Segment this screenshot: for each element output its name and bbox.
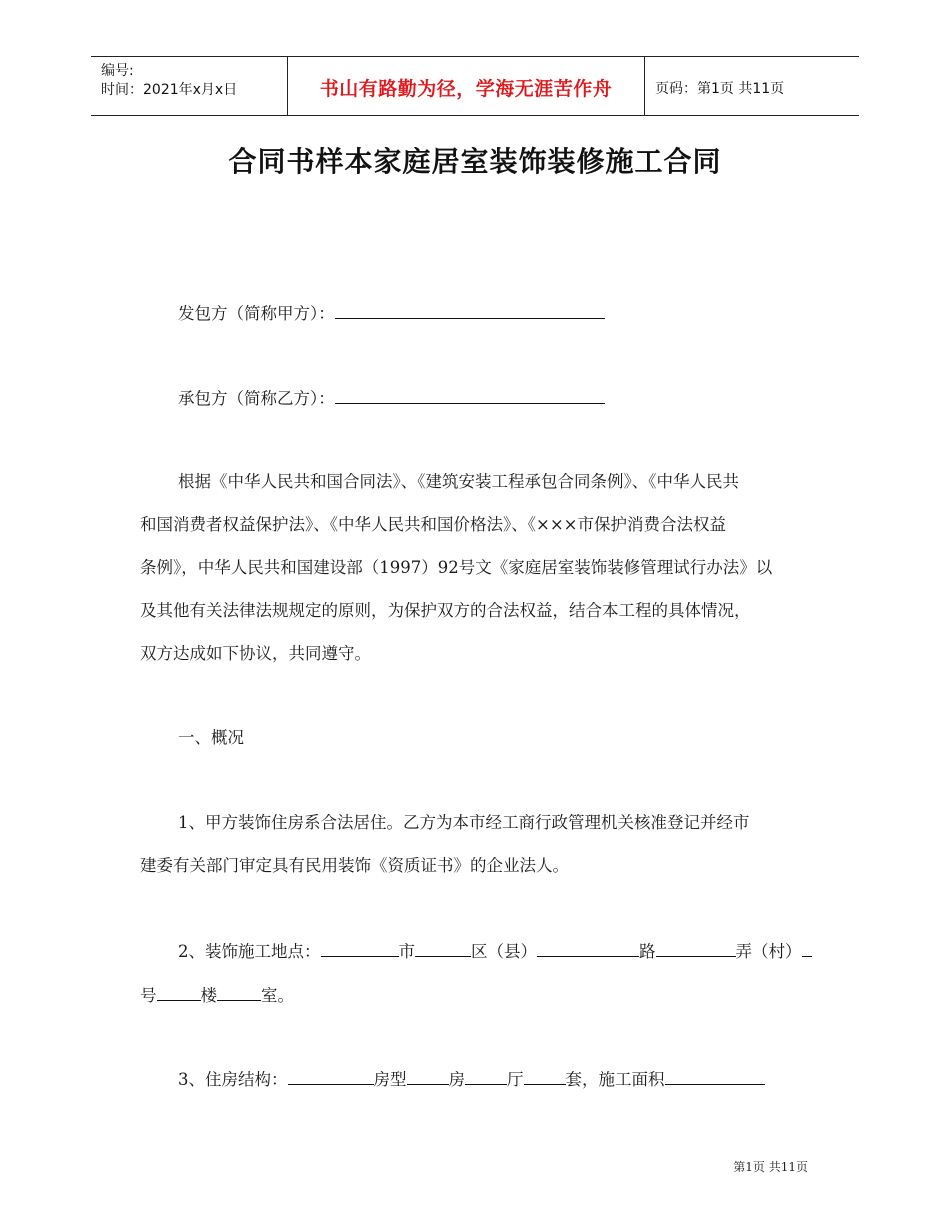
- building-label: 楼: [200, 986, 217, 1005]
- header-page-cell: [643, 57, 859, 115]
- page-info: 页码：第1页 共11页: [655, 81, 785, 97]
- party-a-label: 发包方（简称甲方）：: [178, 304, 335, 323]
- number-label: 编号:: [101, 63, 134, 79]
- city-blank[interactable]: [321, 940, 399, 957]
- document-title: 合同书样本家庭居室装饰装修施工合同: [228, 145, 722, 178]
- party-a-line: [178, 302, 605, 324]
- lane-label: 弄（村）: [735, 942, 802, 961]
- sets-blank[interactable]: [524, 1068, 566, 1085]
- area-blank[interactable]: [665, 1068, 765, 1085]
- motto-text: 书山有路勤为径，学海无涯苦作舟: [319, 78, 613, 100]
- lane-tail-blank[interactable]: [802, 940, 812, 957]
- halls-label: 厅: [507, 1070, 524, 1089]
- rooms-label: 房: [448, 1070, 465, 1089]
- preamble-line: 和国消费者权益保护法》、《中华人民共和国价格法》、《×××市保护消费合法权益: [140, 515, 726, 534]
- number-blank[interactable]: [157, 984, 201, 1001]
- building-blank[interactable]: [217, 984, 261, 1001]
- party-b-blank[interactable]: [335, 387, 605, 404]
- item-2-line: [178, 940, 812, 962]
- preamble-line: 条例》，中华人民共和国建设部（1997）92号文《家庭居室装饰装修管理试行办法》以: [140, 558, 773, 577]
- halls-blank[interactable]: [465, 1068, 507, 1085]
- header-motto-cell: [287, 57, 645, 115]
- room-label: 室。: [261, 986, 294, 1005]
- sets-label: 套，施工面积: [565, 1070, 665, 1089]
- time-label: 时间：2021年x月x日: [101, 82, 238, 98]
- item-1-line: 1、甲方装饰住房系合法居住。乙方为本市经工商行政管理机关核准登记并经市: [178, 813, 750, 832]
- item-3-line: [178, 1068, 765, 1090]
- section-heading: 一、概况: [178, 728, 244, 747]
- structure-label: 3、住房结构：: [178, 1070, 288, 1089]
- preamble-line: 及其他有关法律法规规定的原则，为保护双方的合法权益，结合本工程的具体情况，: [140, 601, 751, 620]
- item-1-line: 建委有关部门审定具有民用装饰《资质证书》的企业法人。: [140, 856, 569, 875]
- preamble-line: 根据《中华人民共和国合同法》、《建筑安装工程承包合同条例》、《中华人民共: [178, 472, 739, 491]
- rooms-blank[interactable]: [407, 1068, 449, 1085]
- structure-blank[interactable]: [288, 1068, 374, 1085]
- type-label: 房型: [373, 1070, 407, 1089]
- location-label: 2、装饰施工地点：: [178, 942, 321, 961]
- header-meta-cell: [91, 57, 287, 115]
- party-b-line: [178, 387, 605, 409]
- party-b-label: 承包方（简称乙方）：: [178, 389, 335, 408]
- party-a-blank[interactable]: [335, 302, 605, 319]
- city-label: 市: [398, 942, 415, 961]
- item-2-line-cont: [140, 984, 294, 1006]
- page-header: [91, 56, 859, 116]
- number-label: 号: [140, 986, 157, 1005]
- district-blank[interactable]: [415, 940, 471, 957]
- road-blank[interactable]: [537, 940, 639, 957]
- district-label: 区（县）: [471, 942, 537, 961]
- preamble-line: 双方达成如下协议，共同遵守。: [140, 644, 371, 663]
- page-footer: 第1页 共11页: [733, 1160, 808, 1174]
- lane-blank[interactable]: [656, 940, 736, 957]
- road-label: 路: [639, 942, 656, 961]
